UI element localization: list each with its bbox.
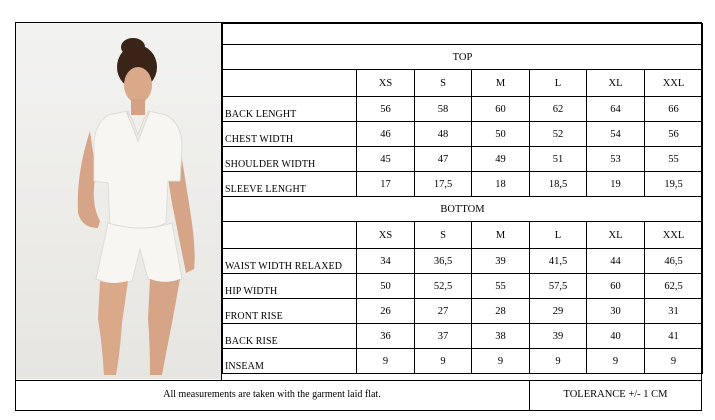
measurement-value: 29	[530, 299, 587, 324]
shorts-shape	[96, 223, 182, 284]
measurement-label: FRONT RISE	[223, 299, 357, 324]
measurement-value: 9	[357, 349, 415, 374]
table-row	[223, 197, 703, 222]
measurement-value: 49	[472, 147, 530, 172]
table-row	[223, 97, 703, 122]
measurement-value: 34	[357, 249, 415, 274]
size-header-l: L	[530, 222, 587, 249]
tolerance-note: TOLERANCE +/- 1 CM	[563, 389, 668, 400]
left-leg	[98, 281, 128, 375]
measurement-value: 36,5	[415, 249, 472, 274]
section-title-top: TOP	[223, 45, 703, 70]
measurement-label: BACK LENGHT	[223, 97, 357, 122]
measurement-label: INSEAM	[223, 349, 357, 374]
size-header-row	[223, 222, 703, 249]
measurement-value: 28	[472, 299, 530, 324]
size-header-xxl: XXL	[645, 222, 703, 249]
measurement-label: SLEEVE LENGHT	[223, 172, 357, 197]
measurement-label: WAIST WIDTH RELAXED	[223, 249, 357, 274]
measurement-value: 55	[472, 274, 530, 299]
measurement-value: 18,5	[530, 172, 587, 197]
measurement-value: 56	[357, 97, 415, 122]
measurement-value: 50	[472, 122, 530, 147]
table-row	[223, 147, 703, 172]
measurement-value: 64	[587, 97, 645, 122]
size-header-m: M	[472, 70, 530, 97]
measurement-label: SHOULDER WIDTH	[223, 147, 357, 172]
measurement-value: 41	[645, 324, 703, 349]
measurement-value: 47	[415, 147, 472, 172]
size-header-m: M	[472, 222, 530, 249]
table-row	[223, 122, 703, 147]
measurement-value: 37	[415, 324, 472, 349]
size-header-row	[223, 70, 703, 97]
measurement-value: 19,5	[645, 172, 703, 197]
measurement-value: 55	[645, 147, 703, 172]
measurement-value: 39	[530, 324, 587, 349]
measurement-value: 9	[587, 349, 645, 374]
table-row	[223, 349, 703, 374]
measurement-value: 27	[415, 299, 472, 324]
size-header-xl: XL	[587, 70, 645, 97]
measurement-value: 58	[415, 97, 472, 122]
size-header-s: S	[415, 70, 472, 97]
measurement-value: 46	[357, 122, 415, 147]
measurement-value: 52,5	[415, 274, 472, 299]
measurement-value: 57,5	[530, 274, 587, 299]
measurement-value: 9	[472, 349, 530, 374]
size-table	[222, 23, 703, 374]
measurement-value: 60	[472, 97, 530, 122]
table-row	[223, 299, 703, 324]
measurement-value: 66	[645, 97, 703, 122]
measurement-value: 40	[587, 324, 645, 349]
measurement-value: 54	[587, 122, 645, 147]
measurement-value: 31	[645, 299, 703, 324]
measurement-value: 62,5	[645, 274, 703, 299]
measurement-value: 52	[530, 122, 587, 147]
table-row	[223, 274, 703, 299]
measurement-value: 9	[645, 349, 703, 374]
measurement-value: 56	[645, 122, 703, 147]
section-title-bottom: BOTTOM	[223, 197, 703, 222]
measurement-value: 46,5	[645, 249, 703, 274]
measurement-label: BACK RISE	[223, 324, 357, 349]
measurement-value: 39	[472, 249, 530, 274]
measurement-label: CHEST WIDTH	[223, 122, 357, 147]
size-header-xs: XS	[357, 70, 415, 97]
measurement-value: 9	[415, 349, 472, 374]
measurement-value: 60	[587, 274, 645, 299]
table-row	[223, 45, 703, 70]
measurement-value: 17,5	[415, 172, 472, 197]
measurement-value: 18	[472, 172, 530, 197]
measurement-note: All measurements are taken with the garment laid flat.	[15, 381, 530, 411]
size-header-xs: XS	[357, 222, 415, 249]
size-header-l: L	[530, 70, 587, 97]
size-header-s: S	[415, 222, 472, 249]
face-shape	[124, 67, 152, 103]
measurement-value: 44	[587, 249, 645, 274]
measurement-value: 41,5	[530, 249, 587, 274]
measurement-value: 45	[357, 147, 415, 172]
table-row	[223, 324, 703, 349]
size-table-body	[223, 24, 703, 374]
measurement-value: 30	[587, 299, 645, 324]
table-row	[223, 24, 703, 45]
right-leg	[148, 279, 180, 375]
model-photo	[16, 23, 221, 379]
size-header-xxl: XXL	[645, 70, 703, 97]
measurement-value: 26	[357, 299, 415, 324]
blank-top-cell	[223, 24, 703, 45]
table-row	[223, 249, 703, 274]
model-illustration	[16, 23, 221, 379]
measurement-value: 50	[357, 274, 415, 299]
size-header-xl: XL	[587, 222, 645, 249]
measurement-value: 36	[357, 324, 415, 349]
measurement-value: 51	[530, 147, 587, 172]
header-spacer-cell	[223, 222, 357, 249]
measurement-value: 19	[587, 172, 645, 197]
measurement-value: 53	[587, 147, 645, 172]
measurement-label: HIP WIDTH	[223, 274, 357, 299]
header-spacer-cell	[223, 70, 357, 97]
measurement-value: 48	[415, 122, 472, 147]
measurement-value: 62	[530, 97, 587, 122]
measurement-value: 38	[472, 324, 530, 349]
table-row	[223, 172, 703, 197]
footer	[15, 380, 702, 411]
measurement-value: 17	[357, 172, 415, 197]
shirt-shape	[94, 111, 182, 230]
measurement-value: 9	[530, 349, 587, 374]
